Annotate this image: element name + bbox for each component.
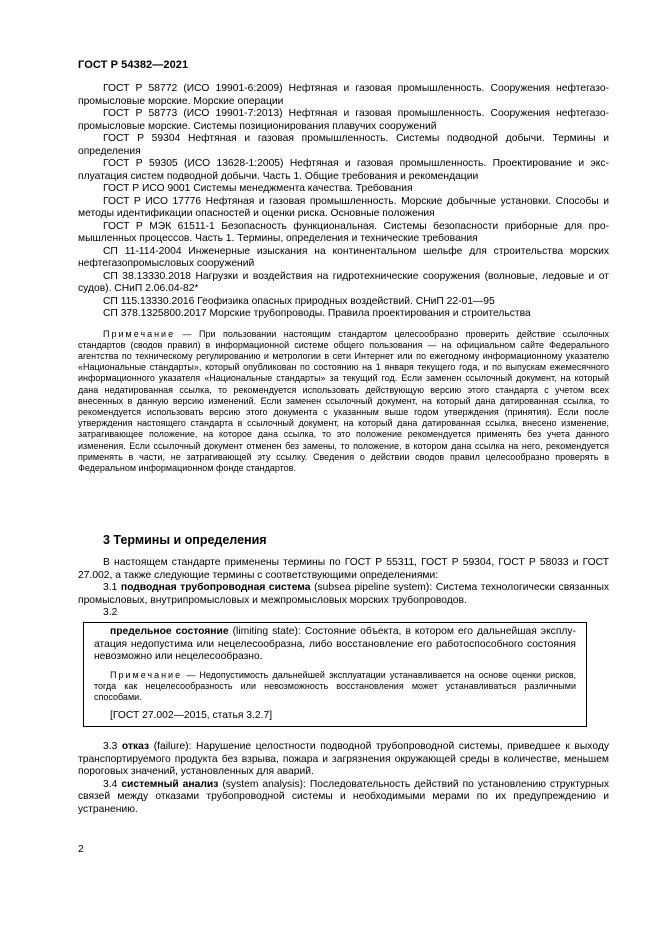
note-label: Примечание <box>110 669 183 680</box>
reference-item: СП 11-114-2004 Инженерные изыскания на континентальном шельфе для строительства морских нефтегазопромысловых сооружений <box>78 245 609 269</box>
term-title: предельное состояние <box>110 626 229 637</box>
section-intro: В настоящем стандарте применены термины по ГОСТ Р 55311, ГОСТ Р 59304, ГОСТ Р 58033 и ГОСТ 27.002, а также следующие термины с соответствующими определениями: <box>78 557 609 581</box>
reference-item: СП 115.13330.2016 Геофизика опасных природных воздействий. СНиП 22-01—95 <box>103 295 495 307</box>
term-title: подводная трубопроводная система <box>120 582 311 594</box>
note-text: — Недопустимость дальнейшей эксплуатации устанавливается на основе оценки рисков, тогда как нецелесообразность или невозможность восстановления может устанавливаться различными способами. <box>94 669 576 703</box>
term-title: системный анализ <box>121 778 219 790</box>
reference-item: СП 38.13330.2018 Нагрузки и воздействия на гидротехнические сооружения (волновые, ледовые и от судов). СНиП 2.06.04-82* <box>78 270 609 294</box>
term-english: (system analysis) <box>218 778 304 790</box>
note-text: — При пользовании настоящим стандартом целесообразно проверить действие ссылочных стандартов (сводов правил) в информационной системе общего пользования — на официальном сайте Федерального агентства по техническому регулированию и метрологии в сети Интернет или по ежегодному информационному указателю «Национальные стандарты», который опубликован по состоянию на 1 января текущего года, и по выпускам ежемесячного информационного указателя «Национальные стандарты» за текущий год. Если заменен ссылочный документ, на который дана недатированная ссылка, то рекомендуется использовать действующую версию этого стандарта с учетом всех внесенных в данную версию изменений. Если заменен ссылочный документ, на который дана датированная ссылка, то рекомендуется использовать версию этого документа с указанным выше годом утверждения (принятия). Если после утверждения настоящего стандарта в ссылочный документ, на который дана датированная ссылка, внесено изменение, затрагивающее положение, на которое дана ссылка, то это положение рекомендуется применять без учета данного изменения. Если ссылочный документ отменен без замены, то положение, в котором дана ссылка на него, рекомендуется применять в части, не затрагивающей эту ссылку. Сведения о действии сводов правил целесообразно проверять в Федеральном информационном фонде стандартов. <box>78 328 609 473</box>
term-english: (limiting state) <box>228 626 298 637</box>
references-note <box>78 329 609 475</box>
reference-item: ГОСТ Р 59304 Нефтяная и газовая промышленность. Системы подводной добычи. Термины и определения <box>78 133 609 157</box>
term-english: (failure) <box>149 741 189 752</box>
term-number: 3.3 <box>103 741 122 752</box>
term-3-1 <box>78 582 609 607</box>
term-number: 3.4 <box>103 778 122 790</box>
reference-item: ГОСТ Р ИСО 9001 Системы менеджмента качества. Требования <box>103 183 413 194</box>
running-header: ГОСТ Р 54382—2021 <box>78 59 189 71</box>
term-number: 3.1 <box>103 582 121 594</box>
terms-continued <box>78 741 609 817</box>
page-number: 2 <box>78 843 84 855</box>
term-3-2-box <box>83 622 587 727</box>
term-definition: : Нарушение целостности подводной трубопроводной системы, приведшее к выходу транспортируемого продукта без взрыва, пожара и загрязнения окружающей среды в количестве, меньшем пороговых значений, установленных для аварий. <box>78 741 609 778</box>
term-3-2-number: 3.2 <box>103 607 118 619</box>
term-3-4 <box>78 779 609 817</box>
term-title: отказ <box>121 741 150 752</box>
reference-item: ГОСТ Р 58773 (ИСО 19901-7:2013) Нефтяная и газовая промышленность. Сооружения нефтегазопромысловые морские. Системы позиционирования плавучих сооружений <box>78 108 609 132</box>
reference-item: ГОСТ Р 58772 (ИСО 19901-6:2009) Нефтяная и газовая промышленность. Сооружения нефтегазопромысловые морские. Морские операции <box>78 83 609 107</box>
term-source: [ГОСТ 27.002—2015, статья 3.2.7] <box>110 710 273 722</box>
term-3-2 <box>94 626 576 664</box>
note-label: Примечание <box>103 328 176 339</box>
term-3-3 <box>78 741 609 779</box>
terms-intro-block <box>78 557 609 620</box>
reference-item: ГОСТ Р 59305 (ИСО 13628-1:2005) Нефтяная и газовая промышленность. Проектирование и эксплуатация систем подводной добычи. Часть 1. Общие требования и рекомендации <box>78 158 609 182</box>
section-heading: 3 Термины и определения <box>103 533 267 547</box>
reference-item: ГОСТ Р ИСО 17776 Нефтяная и газовая промышленность. Морские добычные установки. Способы и методы идентификации опасностей и оценки риска. Основные положения <box>78 195 609 219</box>
term-definition: : Система технологически связанных промысловых, внутрипромысловых и межпромысловых морских трубопроводов. <box>78 582 609 606</box>
term-definition: : Последовательность действий по установлению структурных связей между отказами трубопроводной системы и необходимыми мерами по их предупреждению и устранению. <box>78 778 609 815</box>
term-english: (subsea pipeline system) <box>310 582 430 594</box>
normative-references <box>78 83 609 474</box>
term-3-2-note <box>94 670 576 704</box>
reference-item: ГОСТ Р МЭК 61511-1 Безопасность функциональная. Системы безопасности приборные для промышленных процессов. Часть 1. Термины, определения и технические требования <box>78 220 609 244</box>
term-definition: : Состояние объекта, в котором его дальнейшая эксплуатация недопустима или нецелесообразна, либо восстановление его работоспособного состояния невозможно или нецелесообразно. <box>94 626 577 663</box>
reference-item: СП 378.1325800.2017 Морские трубопроводы. Правила проектирования и строительства <box>103 308 531 319</box>
